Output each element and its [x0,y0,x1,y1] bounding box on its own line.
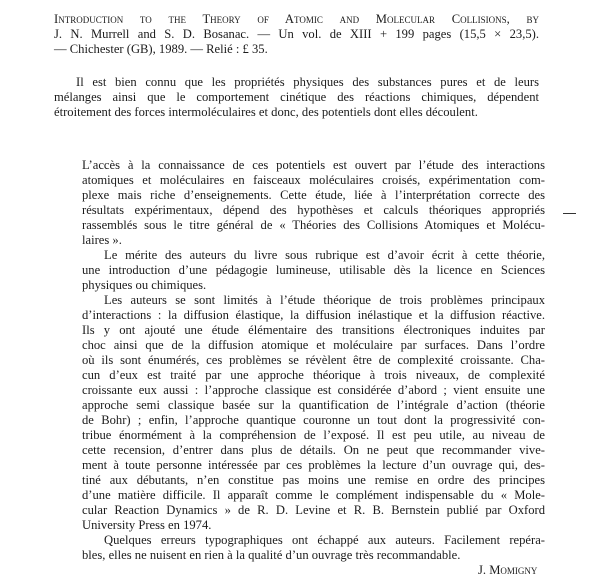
body-line: Les auteurs se sont limités à l’étude théorique de trois problèmes principaux [104,293,545,307]
body-line: de Bohr) ; enfin, l’approche quantique couronne un tout dont la progressivité con- [82,413,545,427]
body-line: University Press en 1974. [82,518,212,532]
body-line: choc ainsi que de la diffusion atomique et moléculaire par surfaces. Dans l’ordre [82,338,545,352]
body-line: cular Reaction Dynamics » de R. D. Levine et R. B. Bernstein publié par Oxford [82,503,545,517]
body-line: tribue énormément à la compréhension de l’exposé. Il est peu utile, au niveau de [82,428,545,442]
body-line: physiques ou chimiques. [82,278,207,292]
body-line: Ils y ont ajouté une étude élémentaire des transitions électroniques induites par [82,323,545,337]
body-line: approche semi classique basée sur la quantification de l’intégrale d’action (théorie [82,398,545,412]
author-signature: J. Momigny [478,563,538,577]
body-line: cette recension, d’entrer dans plus de détails. On ne peut que recommander vive- [82,443,545,457]
body-line: ment à toute personne intéressée par ces problèmes la lecture d’un ouvrage qui, des- [82,458,545,472]
body-line: laires ». [82,233,122,247]
body-line: Le mérite des auteurs du livre sous rubrique est d’avoir écrit à cette théorie, [104,248,545,262]
intro-line: étroitement des forces intermoléculaires et donc, des potentiels dont elles découlent. [54,105,478,119]
body-line: L’accès à la connaissance de ces potentiels est ouvert par l’étude des interactions [82,158,545,172]
body-line: Quelques erreurs typographiques ont échappé aux auteurs. Facilement repéra- [104,533,545,547]
body-line: une introduction d’une pédagogie lumineuse, utilisable dès la licence en Sciences [82,263,545,277]
margin-mark [563,213,576,214]
body-line: croissante eux aussi : l’approche classique est considérée d’abord ; vient ensuite une [82,383,545,397]
intro-line: Il est bien connu que les propriétés physiques des substances pures et de leurs [76,75,539,89]
body-line: plexe mais riche d’enseignements. Cette étude, liée à l’interprétation correcte des [82,188,545,202]
body-line: cun d’eux est traité par une approche théorique à trois niveaux, de complexité [82,368,545,382]
body-line: d’interactions : la diffusion élastique, la diffusion inélastique et la diffusion réactive. [82,308,545,322]
body-line: où ils sont énumérés, ces problèmes se révèlent être de complexité croissante. Cha- [82,353,545,367]
body-line: résultats expérimentaux, dépend des hypothèses et calculs théoriques appropriés [82,203,545,217]
body-line: tiné aux débutants, n’en constitue pas moins une remise en ordre des principes [82,473,545,487]
body-line: atomiques et moléculaires en faisceaux moléculaires croisés, expérimentation com- [82,173,545,187]
body-line: bles, elles ne nuisent en rien à la qualité d’un ouvrage très recommandable. [82,548,461,562]
reference-line: Introduction to the Theory of Atomic and Molecular Collisions, by [54,12,539,26]
reference-line: J. N. Murrell and S. D. Bosanac. — Un vol. de XIII + 199 pages (15,5 × 23,5). [54,27,539,41]
body-line: d’une matière difficile. Il apparaît comme le complément indispensable du « Mole- [82,488,545,502]
body-line: rassemblés sous le titre général de « Théories des Collisions Atomiques et Molécu- [82,218,545,232]
reference-line: — Chichester (GB), 1989. — Relié : £ 35. [54,42,268,56]
intro-line: mélanges ainsi que le comportement cinétique des réactions chimiques, dépendent [54,90,539,104]
